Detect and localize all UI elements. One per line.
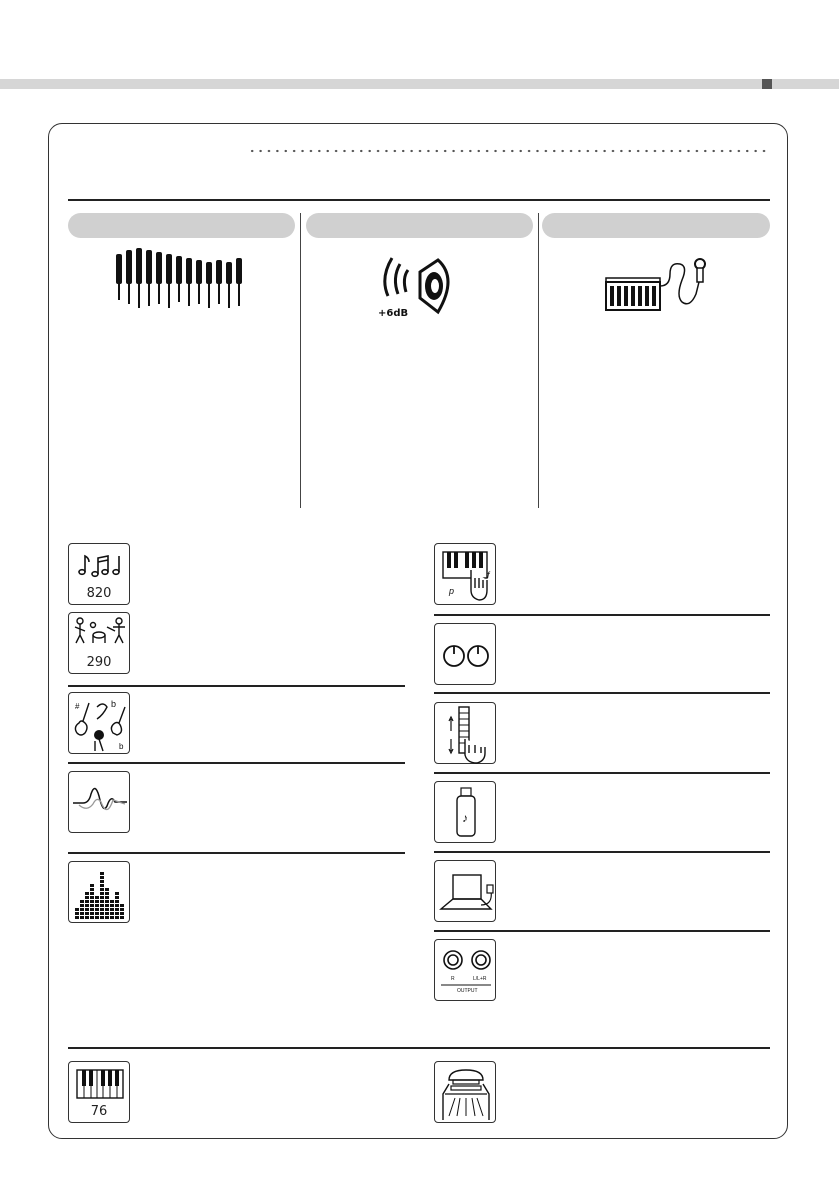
knobs-icon (434, 623, 496, 685)
rule-right-1 (434, 614, 770, 616)
svg-text:f: f (487, 570, 490, 580)
computer-icon (434, 860, 496, 922)
output-r-label: R (451, 976, 455, 982)
notes-icon (68, 543, 130, 605)
usb-flash-icon (434, 781, 496, 843)
speaker-icon (376, 250, 472, 324)
rule-right-3 (434, 772, 770, 774)
column-header-left (68, 213, 295, 238)
fader-touch-icon (434, 702, 496, 764)
title-underline (68, 199, 770, 201)
svg-text:♪: ♪ (462, 811, 468, 825)
column-header-middle (306, 213, 533, 238)
rule-left-1 (68, 685, 405, 687)
svg-text:b: b (111, 699, 117, 709)
touch-keys-icon (434, 543, 496, 605)
keyboard-microphone-icon (604, 256, 714, 316)
svg-text:#: # (75, 702, 80, 711)
instruments-icon (68, 692, 130, 754)
band-icon (68, 612, 130, 674)
rule-right-2 (434, 692, 770, 694)
column-divider-1 (300, 213, 301, 508)
db-boost-label: +6dB (378, 308, 409, 319)
rule-bottom (68, 1047, 770, 1049)
piano-keys-graphic-icon (110, 246, 250, 312)
keys-count-label: 76 (90, 1104, 108, 1119)
keyboard-icon (68, 1061, 130, 1123)
column-divider-2 (538, 213, 539, 508)
output-jacks-icon (434, 939, 496, 1001)
rule-right-5 (434, 930, 770, 932)
header-bar-marker (762, 79, 772, 89)
svg-text:b: b (119, 742, 124, 751)
svg-text:p: p (449, 586, 455, 596)
header-bar (0, 79, 839, 89)
equalizer-icon (68, 861, 130, 923)
rule-right-4 (434, 851, 770, 853)
wave-icon (68, 771, 130, 833)
dotted-title-rule (248, 149, 770, 153)
voices-count-label: 820 (86, 586, 112, 601)
organ-icon (434, 1061, 496, 1123)
column-header-right (542, 213, 770, 238)
rule-left-2 (68, 762, 405, 764)
styles-count-label: 290 (86, 655, 112, 670)
output-label: OUTPUT (457, 988, 478, 994)
output-l-label: L/L+R (473, 976, 487, 982)
rule-left-3 (68, 852, 405, 854)
